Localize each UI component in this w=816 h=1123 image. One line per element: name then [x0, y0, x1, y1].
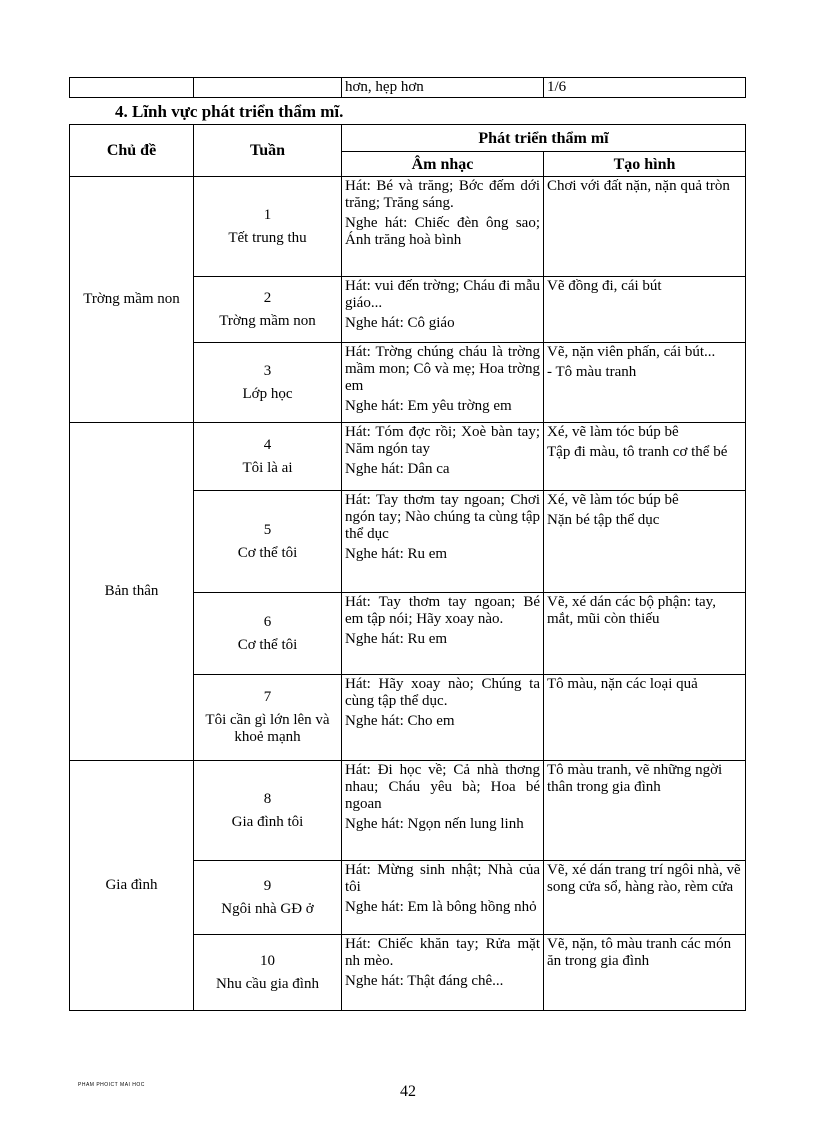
week-number: 5 — [263, 521, 272, 538]
week-number: 8 — [263, 790, 272, 807]
music-activity: Hát: Chiếc khăn tay; Rửa mặt nh mèo. — [345, 936, 540, 969]
music-activity: Nghe hát: Chiếc đèn ông sao; Ánh trăng hoà bình — [345, 215, 540, 248]
music-cell — [342, 935, 544, 1011]
art-activity: Vẽ, nặn, tô màu tranh các món ăn trong gia đình — [547, 936, 732, 969]
art-cell — [544, 343, 746, 423]
table-cell: 1/6 — [544, 78, 746, 98]
week-theme: Tết trung thu — [228, 229, 307, 246]
week-theme: Tôi cần gì lớn lên và khoẻ mạnh — [205, 712, 330, 745]
art-cell — [544, 593, 746, 675]
week-number: 4 — [263, 436, 272, 453]
music-activity: Nghe hát: Ngọn nến lung linh — [345, 816, 524, 832]
week-theme: Cơ thể tôi — [237, 636, 298, 653]
week-number: 6 — [263, 613, 272, 630]
week-cell — [194, 861, 342, 935]
week-number: 1 — [263, 206, 272, 223]
week-cell — [194, 593, 342, 675]
music-activity: Hát: Tay thơm tay ngoan; Bé em tập nói; Hãy xoay nào. — [345, 594, 540, 627]
art-activity: Xé, vẽ làm tóc búp bê — [547, 424, 679, 440]
week-number: 2 — [263, 289, 272, 306]
art-activity: Xé, vẽ làm tóc búp bê — [547, 492, 679, 508]
week-theme: Nhu cầu gia đình — [216, 975, 319, 992]
music-activity: Nghe hát: Cho em — [345, 713, 455, 729]
art-activity: Tô màu tranh, vẽ những ngời thân trong gia đình — [547, 762, 723, 795]
header-topic: Chủ đề — [70, 125, 194, 177]
art-activity: Chơi với đất nặn, nặn quả tròn — [547, 178, 730, 194]
art-cell — [544, 423, 746, 491]
music-activity: Nghe hát: Dân ca — [345, 461, 450, 477]
music-activity: Hát: Đi học về; Cả nhà thơng nhau; Cháu yêu bà; Hoa bé ngoan — [345, 762, 540, 812]
week-cell — [194, 343, 342, 423]
art-activity: - Tô màu tranh — [547, 364, 637, 380]
music-activity: Nghe hát: Em là bông hồng nhỏ — [345, 899, 537, 915]
music-cell — [342, 861, 544, 935]
week-theme: Gia đình tôi — [231, 813, 304, 830]
music-activity: Hát: Bé và trăng; Bớc đếm dới trăng; Trăng sáng. — [345, 178, 540, 211]
table-cell — [70, 78, 194, 98]
music-activity: Hát: Trờng chúng cháu là trờng mầm mon; Cô và mẹ; Hoa trờng em — [345, 344, 540, 394]
table-body — [70, 177, 746, 1011]
art-activity: Vẽ, nặn viên phấn, cái bút... — [547, 344, 716, 360]
art-activity: Tập đi màu, tô tranh cơ thể bé — [547, 444, 728, 460]
art-cell — [544, 177, 746, 277]
week-cell — [194, 277, 342, 343]
art-activity: Nặn bé tập thể dục — [547, 512, 660, 528]
topic-cell: Bản thân — [70, 423, 194, 761]
week-theme: Tôi là ai — [242, 459, 293, 476]
art-activity: Vẽ đồng đi, cái bút — [547, 278, 662, 294]
art-cell — [544, 761, 746, 861]
art-cell — [544, 935, 746, 1011]
art-cell — [544, 861, 746, 935]
art-cell — [544, 675, 746, 761]
table-row — [70, 78, 746, 98]
week-theme: Ngôi nhà GĐ ở — [221, 900, 314, 917]
music-cell — [342, 761, 544, 861]
music-cell — [342, 491, 544, 593]
header-row — [70, 125, 746, 152]
art-cell — [544, 491, 746, 593]
page-number: 42 — [400, 1083, 416, 1100]
music-cell — [342, 343, 544, 423]
table-cell: hơn, hẹp hơn — [342, 78, 544, 98]
week-number: 9 — [263, 877, 272, 894]
music-activity: Hát: Hãy xoay nào; Chúng ta cùng tập thể dục. — [345, 676, 540, 709]
music-cell — [342, 277, 544, 343]
week-theme: Cơ thể tôi — [237, 544, 298, 561]
header-week: Tuần — [194, 125, 342, 177]
art-activity: Vẽ, xé dán trang trí ngôi nhà, vẽ song cửa sổ, hàng rào, rèm cửa — [547, 862, 741, 895]
topic-cell: Trờng mầm non — [70, 177, 194, 423]
topic-cell: Gia đình — [70, 761, 194, 1011]
week-theme: Trờng mầm non — [219, 312, 316, 329]
music-activity: Nghe hát: Thật đáng chê... — [345, 973, 504, 989]
week-number: 10 — [260, 952, 275, 969]
header-group: Phát triển thẩm mĩ — [342, 125, 746, 152]
music-activity: Nghe hát: Cô giáo — [345, 315, 455, 331]
art-activity: Vẽ, xé dán các bộ phận: tay, mắt, mũi còn thiếu — [547, 594, 716, 627]
music-activity: Nghe hát: Em yêu trờng em — [345, 398, 512, 414]
music-cell — [342, 177, 544, 277]
art-activity: Tô màu, nặn các loại quả — [547, 676, 698, 692]
footer-note: PHAM PHOICT MAI HOC — [78, 1082, 145, 1088]
week-cell — [194, 423, 342, 491]
music-cell — [342, 423, 544, 491]
music-activity: Hát: Mừng sinh nhật; Nhà của tôi — [345, 862, 540, 895]
music-cell — [342, 593, 544, 675]
header-art: Tạo hình — [544, 152, 746, 177]
week-number: 7 — [263, 689, 272, 705]
table-row — [70, 423, 746, 491]
week-theme: Lớp học — [242, 385, 293, 402]
music-activity: Hát: vui đến trờng; Cháu đi mẫu giáo... — [345, 278, 540, 311]
music-activity: Hát: Tay thơm tay ngoan; Chơi ngón tay; Nào chúng ta cùng tập thể dục — [345, 492, 540, 542]
aesthetic-development-table — [69, 124, 746, 1011]
header-music: Âm nhạc — [342, 152, 544, 177]
table-row — [70, 761, 746, 861]
table-cell — [194, 78, 342, 98]
music-activity: Nghe hát: Ru em — [345, 631, 448, 647]
music-activity: Nghe hát: Ru em — [345, 546, 448, 562]
week-cell — [194, 177, 342, 277]
art-cell — [544, 277, 746, 343]
table-row — [70, 177, 746, 277]
music-cell — [342, 675, 544, 761]
music-activity: Hát: Tóm đợc rồi; Xoè bàn tay; Năm ngón tay — [345, 424, 540, 457]
previous-table-tail — [69, 77, 746, 98]
week-cell — [194, 761, 342, 861]
week-cell — [194, 935, 342, 1011]
section-title: 4. Lĩnh vực phát triển thẩm mĩ. — [115, 102, 344, 121]
week-cell — [194, 675, 342, 761]
week-number: 3 — [263, 362, 272, 379]
week-cell — [194, 491, 342, 593]
